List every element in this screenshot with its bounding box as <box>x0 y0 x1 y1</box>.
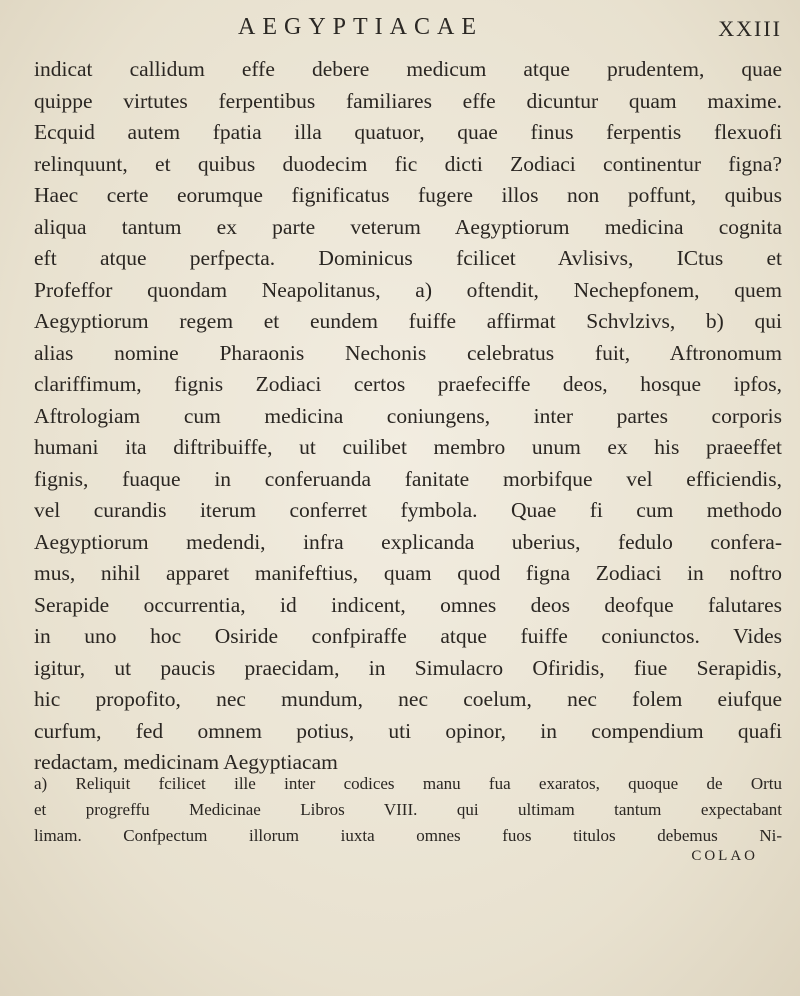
text-line: fignis, fuaque in conferuanda fanitate morbifque vel efficiendis, <box>34 466 782 491</box>
text-line: Aegyptiorum medendi, infra explicanda uberius, fedulo confera- <box>34 529 782 554</box>
footnote-line: et progreffu Medicinae Libros VIII. qui ultimam tantum expectabant <box>34 800 782 819</box>
text-line: curfum, fed omnem potius, uti opinor, in compendium quafi <box>34 718 782 743</box>
text-line: redactam, medicinam Aegyptiacam <box>34 750 338 774</box>
footnote-line: a) Reliquit fcilicet ille inter codices manu fua exaratos, quoque de Ortu <box>34 774 782 793</box>
catchword: COLAO <box>691 848 758 864</box>
page-number: XXIII <box>718 16 782 41</box>
text-line: humani ita diftribuiffe, ut cuilibet membro unum ex his praeeffet <box>34 435 782 459</box>
main-text <box>34 54 782 779</box>
running-head <box>0 14 800 44</box>
text-line: hic propofito, nec mundum, nec coelum, nec folem eiufque <box>34 687 782 711</box>
text-line: quippe virtutes ferpentibus familiares effe dicuntur quam maxime. <box>34 88 782 113</box>
text-line: aliqua tantum ex parte veterum Aegyptiorum medicina cognita <box>34 214 782 239</box>
text-line: Aegyptiorum regem et eundem fuiffe affirmat Schvlzivs, b) qui <box>34 309 782 333</box>
text-line: in uno hoc Osiride confpiraffe atque fuiffe coniunctos. Vides <box>34 624 782 648</box>
running-title: AEGYPTIACAE <box>238 14 483 40</box>
text-line: vel curandis iterum conferret fymbola. Quae fi cum methodo <box>34 498 782 522</box>
footnotes <box>34 771 782 849</box>
text-line: igitur, ut paucis praecidam, in Simulacro Ofiridis, fiue Serapidis, <box>34 655 782 680</box>
footnote-line: limam. Confpectum illorum iuxta omnes fuos titulos debemus Ni- <box>34 826 782 845</box>
text-line: indicat callidum effe debere medicum atque prudentem, quae <box>34 57 782 81</box>
text-line: eft atque perfpecta. Dominicus fcilicet Avlisivs, ICtus et <box>34 246 782 270</box>
text-line: mus, nihil apparet manifeftius, quam quod figna Zodiaci in noftro <box>34 561 782 585</box>
text-line: Serapide occurrentia, id indicent, omnes deos deofque falutares <box>34 592 782 617</box>
text-line: Profeffor quondam Neapolitanus, a) oftendit, Nechepfonem, quem <box>34 277 782 302</box>
text-line: Haec certe eorumque fignificatus fugere illos non poffunt, quibus <box>34 183 782 207</box>
text-line: Aftrologiam cum medicina coniungens, inter partes corporis <box>34 403 782 428</box>
text-line: Ecquid autem fpatia illa quatuor, quae finus ferpentis flexuofi <box>34 120 782 144</box>
text-line: alias nomine Pharaonis Nechonis celebratus fuit, Aftronomum <box>34 340 782 365</box>
text-line: clariffimum, fignis Zodiaci certos praefeciffe deos, hosque ipfos, <box>34 372 782 396</box>
text-line: relinquunt, et quibus duodecim fic dicti Zodiaci continentur figna? <box>34 151 782 176</box>
